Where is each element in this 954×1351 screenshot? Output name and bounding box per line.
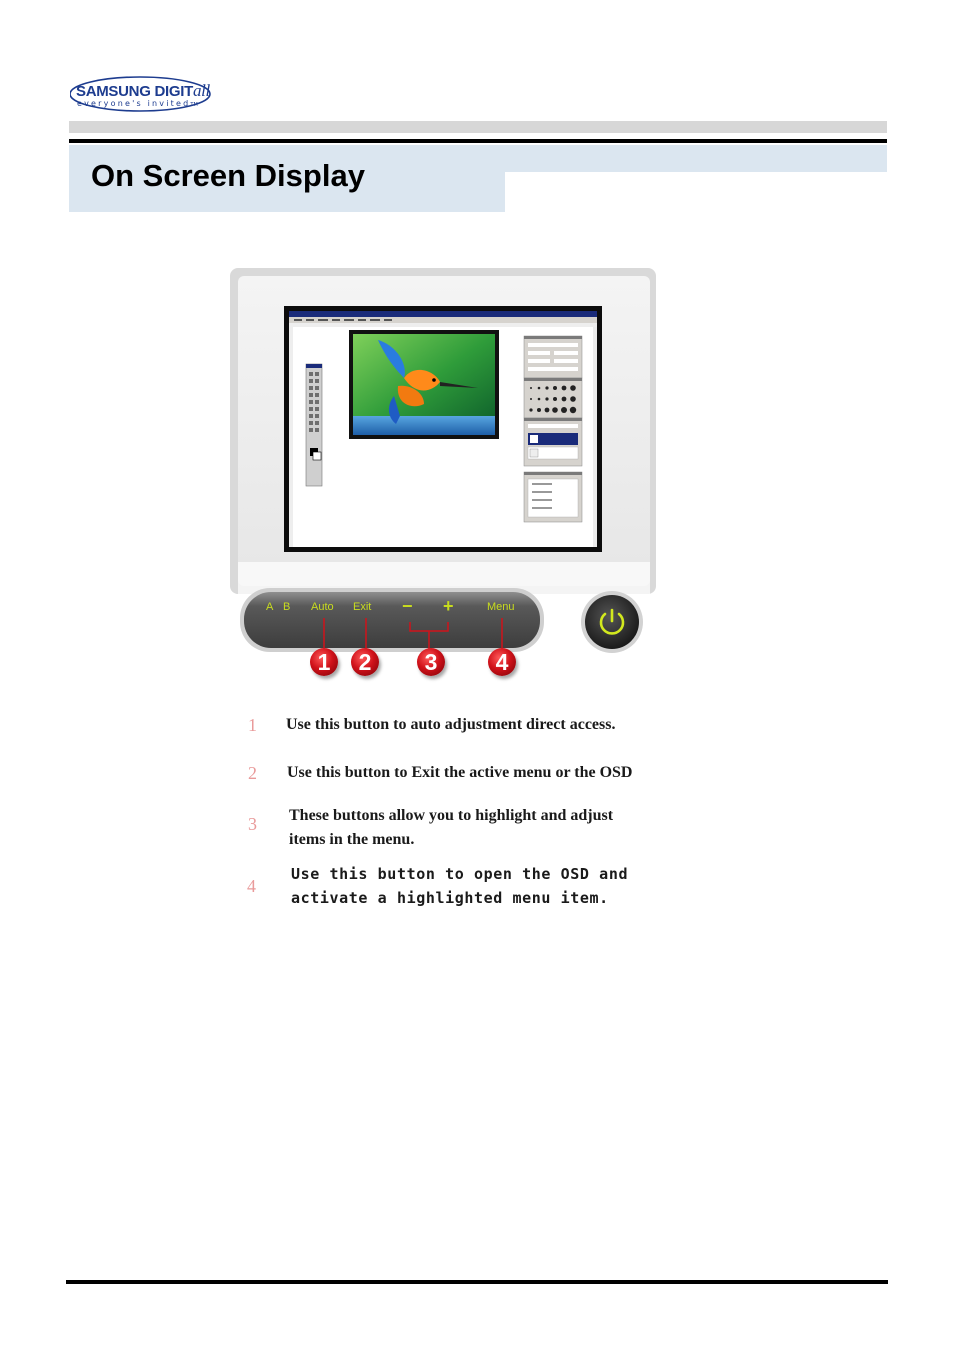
button-b-label: B <box>283 601 291 613</box>
logo-tagline: everyone's invitedTM <box>77 99 198 108</box>
desc-text-line1: Use this button to open the OSD and <box>291 865 629 883</box>
desc-number: 2 <box>248 763 257 783</box>
title-tab-cutout <box>505 172 887 212</box>
callout-3: 3 <box>417 648 445 676</box>
callout-2: 2 <box>351 648 379 676</box>
desc-text-line2: activate a highlighted menu item. <box>291 889 609 907</box>
desc-number: 4 <box>247 876 256 896</box>
minus-button[interactable]: − <box>402 596 413 616</box>
samsung-logo <box>70 76 215 114</box>
footer-rule <box>66 1280 888 1284</box>
plus-button[interactable]: + <box>443 596 454 616</box>
callout-4: 4 <box>488 648 516 676</box>
desc-text-line1: These buttons allow you to highlight and adjust <box>289 807 614 824</box>
exit-button[interactable]: Exit <box>353 601 372 613</box>
header-black-rule <box>69 139 887 143</box>
desc-number: 1 <box>248 715 257 735</box>
menu-button[interactable]: Menu <box>487 601 515 613</box>
desc-text: Use this button to Exit the active menu or the OSD <box>287 764 633 781</box>
button-a-label: A <box>266 601 274 613</box>
page-title: On Screen Display <box>91 158 365 193</box>
logo-brand: SAMSUNG DIGITall <box>76 81 210 100</box>
power-button[interactable] <box>580 590 644 654</box>
monitor-illustration <box>228 266 658 596</box>
header-grey-bar <box>69 121 887 133</box>
desc-text-line2: items in the menu. <box>289 831 415 848</box>
auto-button[interactable]: Auto <box>311 601 334 613</box>
desc-number: 3 <box>248 814 257 834</box>
desc-text: Use this button to auto adjustment direct access. <box>286 716 616 733</box>
callout-1: 1 <box>310 648 338 676</box>
